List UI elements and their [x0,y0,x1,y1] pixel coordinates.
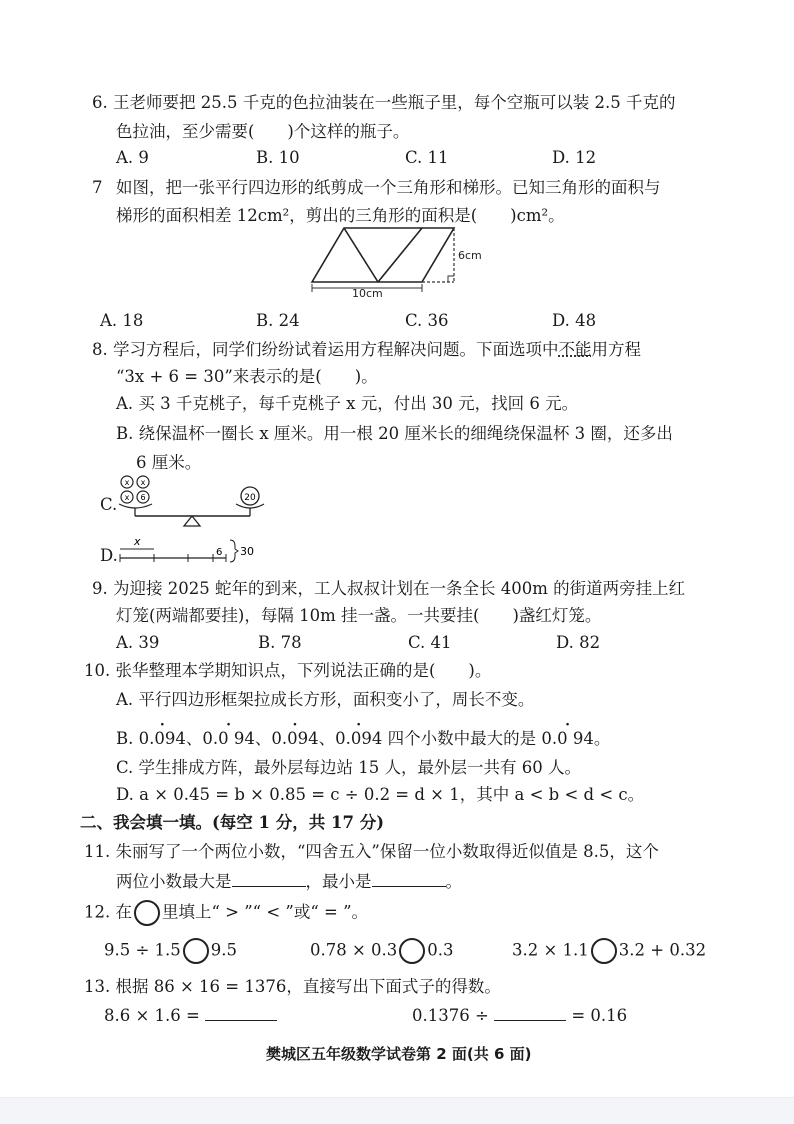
q10-b-num-2: · 0.0 94 [202,729,254,748]
q13-e2-blank[interactable] [494,1004,566,1021]
q13-expr-1 [104,1004,277,1027]
q13-e2-right: = 0.16 [571,1006,628,1025]
q10-b-tail: 四个小数中最大的是 [387,729,537,748]
q12-e1-left: 9.5 ÷ 1.5 [104,940,181,960]
q9-line2: 灯笼(两端都要挂)，每隔 10m 挂一盏。一共要挂( )盏红灯笼。 [116,606,602,625]
q10-option-a: A. 平行四边形框架拉成长方形，面积变小了，周长不变。 [116,690,535,709]
q12-post: 里填上“ > ”“ < ”或“ = ”。 [162,902,369,922]
q7-option-c: C. 36 [405,311,449,330]
q10-option-d: D. a × 0.45 = b × 0.85 = c ÷ 0.2 = d × 1，其中 a < b < d < c。 [116,785,645,804]
q7-option-d: D. 48 [552,311,597,330]
q9-option-d: D. 82 [556,633,601,652]
q11-end: 。 [445,872,462,891]
q8-line1 [92,339,641,361]
q7-option-a: A. 18 [100,311,144,330]
q7-number: 7 [92,178,103,197]
cut-line-1 [344,228,378,282]
total-brace [230,540,238,562]
q12-e2-answer-circle[interactable] [399,938,425,964]
q6-option-c: C. 11 [405,148,449,167]
q8-line1-part1: 8. 学习方程后，同学们纷纷试着运用方程解决问题。下面选项中 [92,340,559,359]
q9-option-b: B. 78 [258,633,302,652]
q12-expr-3 [512,938,706,964]
base-label: 10cm [352,287,383,300]
parallelogram-outline [312,228,454,282]
q11-max-label: 两位小数最大是 [116,872,232,891]
q11-line2 [116,870,462,893]
q12-e3-right: 3.2 + 0.32 [618,940,707,960]
q7-line1: 如图，把一张平行四边形的纸剪成一个三角形和梯形。已知三角形的面积与 [116,178,661,197]
segment-x-label: x [134,535,141,548]
q11-min-label: ，最小是 [305,872,372,891]
q10-b-num-1: · 0.094 [139,729,186,748]
height-label: 6cm [458,249,482,262]
q8-option-a: A. 买 3 千克桃子，每千克桃子 x 元，付出 30 元，找回 6 元。 [116,394,579,413]
q13-e2-left: 0.1376 ÷ [412,1006,489,1025]
q6-option-d: D. 12 [552,148,597,167]
weight-x-2-label: x [140,478,146,487]
balance-scale-figure [116,472,276,532]
q8-line1-part3: 用方程 [591,340,641,359]
parallelogram-figure [300,222,500,300]
q13-e1-left: 8.6 × 1.6 = [104,1006,200,1025]
segment-6-label: 6 [216,547,223,558]
q7-option-b: B. 24 [256,311,300,330]
weight-20-label: 20 [244,493,256,503]
q6-line1: 6. 王老师要把 25.5 千克的色拉油装在一些瓶子里，每个空瓶可以装 2.5 千克的 [92,93,676,112]
q8-option-c-label: C. [100,495,118,514]
scale-fulcrum [184,516,200,526]
cut-line-2 [378,228,422,282]
q10-option-b: B. · 0.094、· 0.0 94、· 0.094、· 0.094 四个小数中最大的是 · 0.0 94。 [116,728,610,750]
q8-line2: “3x + 6 = 30”来表示的是( )。 [116,367,378,386]
q12-e2-left: 0.78 × 0.3 [310,940,398,960]
q11-max-blank[interactable] [232,870,306,887]
q10-option-c: C. 学生排成方阵，最外层每边站 15 人，最外层一共有 60 人。 [116,758,581,777]
right-angle-mark [448,276,454,282]
q8-option-b-line2: 6 厘米。 [136,453,202,472]
q12-e1-right: 9.5 [210,940,238,960]
page-footer: 樊城区五年级数学试卷第 2 面(共 6 面) [266,1045,532,1063]
segment-total-label: 30 [240,545,254,558]
q12-expr-1 [104,938,237,964]
q9-option-a: A. 39 [116,633,160,652]
q11-line1: 11. 朱丽写了一个两位小数，“四舍五入”保留一位小数取得近似值是 8.5，这个 [84,842,659,861]
q12-expr-2 [310,938,454,964]
q8-option-d-label: D. [100,546,118,565]
line-segment-figure [116,534,256,564]
q12-e3-answer-circle[interactable] [591,938,617,964]
q12-e3-left: 3.2 × 1.1 [512,940,589,960]
q6-option-b: B. 10 [256,148,300,167]
q8-emphasis: 不能 [558,340,592,359]
q13-e1-blank[interactable] [205,1004,277,1021]
weight-6-label: 6 [140,493,146,502]
page-bottom-edge [0,1097,794,1124]
q10-b-label: B. [116,729,134,748]
q12-stem [84,900,368,926]
q12-pre: 12. 在 [84,902,132,922]
q11-min-blank[interactable] [372,870,446,887]
q8-option-b-line1: B. 绕保温杯一圈长 x 厘米。用一根 20 厘米长的细绳绕保温杯 3 圈，还多出 [116,424,673,443]
weight-x-1-label: x [124,478,130,487]
q9-line1: 9. 为迎接 2025 蛇年的到来，工人叔叔计划在一条全长 400m 的街道两旁挂上红 [92,579,686,598]
weight-x-3-label: x [124,493,130,502]
section-2-heading: 二、我会填一填。(每空 1 分，共 17 分) [80,813,385,832]
q10-b-num-3: · 0.094 [271,729,318,748]
q10-b-num-4: · 0.094 [335,729,382,748]
q12-e2-right: 0.3 [427,940,454,960]
q10-stem: 10. 张华整理本学期知识点，下列说法正确的是( )。 [84,661,492,680]
q12-circle-icon [134,900,160,926]
q13-stem: 13. 根据 86 × 16 = 1376，直接写出下面式子的得数。 [84,977,501,996]
q6-line2: 色拉油，至少需要( )个这样的瓶子。 [116,122,410,141]
q10-b-answer: · 0.0 94 [541,729,593,748]
q9-option-c: C. 41 [408,633,452,652]
q6-option-a: A. 9 [116,148,149,167]
q7-line2: 梯形的面积相差 12cm²，剪出的三角形的面积是( )cm²。 [116,206,565,225]
q12-e1-answer-circle[interactable] [183,938,209,964]
left-pan [119,504,152,508]
q13-expr-2 [412,1004,627,1027]
